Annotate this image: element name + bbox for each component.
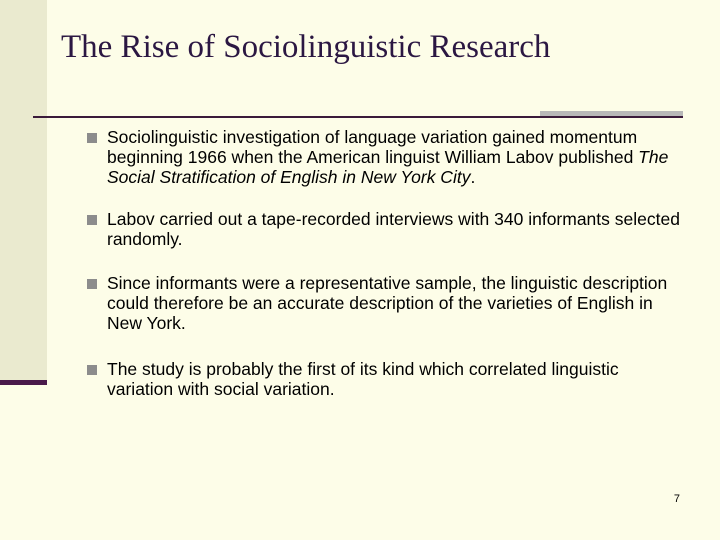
- square-bullet-icon: [87, 133, 97, 143]
- bullet-item: [87, 359, 687, 399]
- bullet-text: Since informants were a representative sample, the linguistic description could therefore be an accurate description of the varieties of English in New York.: [107, 273, 668, 333]
- bullet-item: [87, 209, 687, 249]
- page-number: 7: [673, 493, 680, 505]
- slide-title: The Rise of Sociolinguistic Research: [61, 29, 551, 65]
- bullet-text: The study is probably the first of its kind which correlated linguistic variation with social variation.: [107, 359, 619, 399]
- bullet-text: Labov carried out a tape-recorded interviews with 340 informants selected randomly.: [107, 209, 680, 249]
- square-bullet-icon: [87, 365, 97, 375]
- bullet-text: Sociolinguistic investigation of language variation gained momentum beginning 1966 when the American linguist William Labov published: [107, 127, 639, 167]
- book-title: The Social Stratification of English in New York City: [107, 147, 669, 187]
- bullet-list: [87, 127, 687, 421]
- bullet-item: [87, 127, 687, 187]
- bullet-item: [87, 273, 687, 333]
- square-bullet-icon: [87, 215, 97, 225]
- bullet-text-end: .: [470, 167, 476, 187]
- left-decorative-band: [0, 0, 47, 382]
- square-bullet-icon: [87, 279, 97, 289]
- left-accent-bar: [0, 380, 47, 385]
- title-rule: [33, 116, 683, 118]
